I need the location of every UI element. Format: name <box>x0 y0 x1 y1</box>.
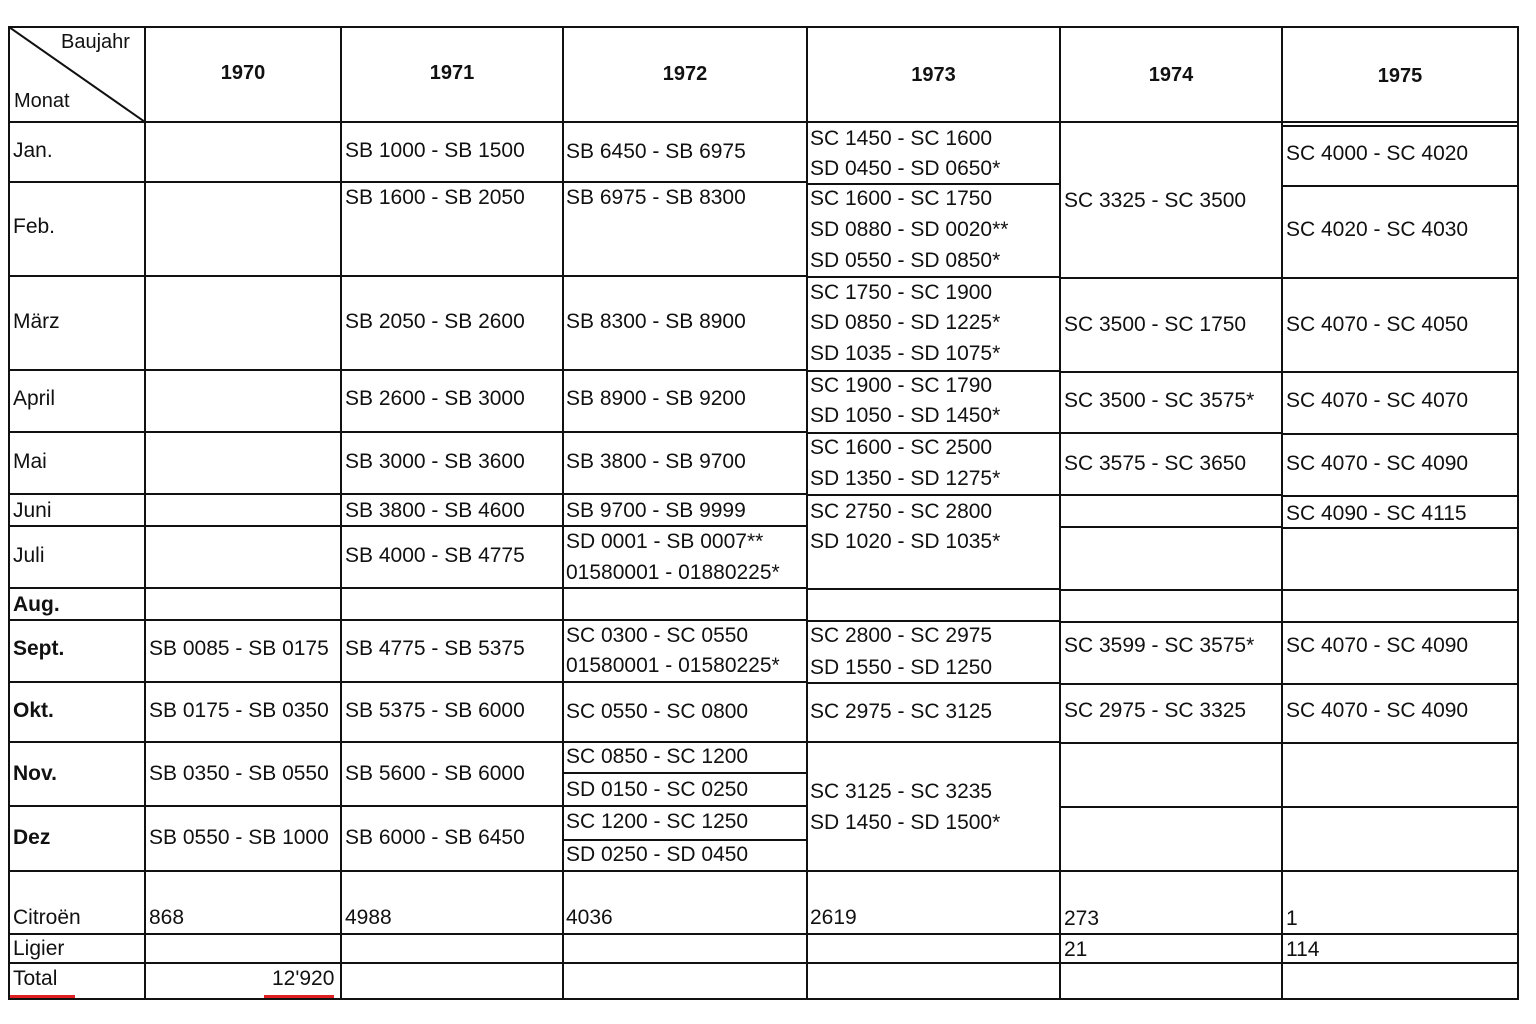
month-label-jan: Jan. <box>13 139 53 162</box>
cell-1971-feb: SB 1600 - SB 2050 <box>345 186 525 209</box>
cell-1973-maerz-line2: SD 0850 - SD 1225* <box>810 311 1001 334</box>
month-label-aug: Aug. <box>13 593 60 616</box>
cell-1970-dez: SB 0550 - SB 1000 <box>149 826 329 849</box>
corner-cell <box>9 27 145 122</box>
cell-1973-mai-line1: SC 1600 - SC 2500 <box>810 436 993 459</box>
cell-1972-feb: SB 6975 - SB 8300 <box>566 186 746 209</box>
cell-1970-nov: SB 0350 - SB 0550 <box>149 762 329 785</box>
cell-1974-mai: SC 3575 - SC 3650 <box>1064 452 1247 475</box>
month-label-juni: Juni <box>13 499 52 522</box>
total-label-underline <box>9 995 75 998</box>
cell-1972-juli-line1: SD 0001 - SB 0007** <box>566 530 764 553</box>
cell-1973-feb-line1: SC 1600 - SC 1750 <box>810 187 993 210</box>
cell-1973-april-line1: SC 1900 - SC 1790 <box>810 374 993 397</box>
citroen-1970: 868 <box>149 906 185 929</box>
cell-1974-okt: SC 2975 - SC 3325 <box>1064 699 1247 722</box>
cell-1974-sept: SC 3599 - SC 3575* <box>1064 634 1255 657</box>
row-label-total: Total <box>13 967 58 990</box>
total-1970: 12'920 <box>272 967 335 990</box>
corner-label-monat: Monat <box>14 90 70 112</box>
cell-1972-mai: SB 3800 - SB 9700 <box>566 450 746 473</box>
cell-1974-april: SC 3500 - SC 3575* <box>1064 389 1255 412</box>
month-label-mai: Mai <box>13 450 47 473</box>
cell-1975-feb: SC 4020 - SC 4030 <box>1286 218 1469 241</box>
cell-1973-nov-dez-line2: SD 1450 - SD 1500* <box>810 811 1001 834</box>
row-label-ligier: Ligier <box>13 937 65 960</box>
cell-1971-dez: SB 6000 - SB 6450 <box>345 826 525 849</box>
cell-1974-maerz: SC 3500 - SC 1750 <box>1064 313 1247 336</box>
ligier-1975: 114 <box>1286 938 1320 961</box>
month-label-juli: Juli <box>13 544 45 567</box>
citroen-1974: 273 <box>1064 907 1100 930</box>
cell-1972-okt: SC 0550 - SC 0800 <box>566 700 749 723</box>
cell-1973-juni-juli-line1: SC 2750 - SC 2800 <box>810 500 993 523</box>
cell-1973-maerz-line3: SD 1035 - SD 1075* <box>810 342 1001 365</box>
cell-1975-sept: SC 4070 - SC 4090 <box>1286 634 1469 657</box>
cell-1975-okt: SC 4070 - SC 4090 <box>1286 699 1469 722</box>
cell-1973-jan-line2: SD 0450 - SD 0650* <box>810 157 1001 180</box>
cell-1972-dez-b: SD 0250 - SD 0450 <box>566 843 749 866</box>
citroen-1972: 4036 <box>566 906 613 929</box>
cell-1971-nov: SB 5600 - SB 6000 <box>345 762 525 785</box>
cell-1972-sept-line2: 01580001 - 01580225* <box>566 654 780 677</box>
cell-1971-maerz: SB 2050 - SB 2600 <box>345 310 525 333</box>
cell-1973-sept-line2: SD 1550 - SD 1250 <box>810 656 993 679</box>
year-header-1973: 1973 <box>911 64 956 86</box>
cell-1975-maerz: SC 4070 - SC 4050 <box>1286 313 1469 336</box>
month-label-nov: Nov. <box>13 762 57 785</box>
row-label-citroen: Citroën <box>13 906 81 929</box>
cell-1973-april-line2: SD 1050 - SD 1450* <box>810 404 1001 427</box>
year-header-1972: 1972 <box>662 63 708 85</box>
cell-1971-april: SB 2600 - SB 3000 <box>345 387 525 410</box>
month-label-maerz: März <box>13 310 60 333</box>
cell-1971-jan: SB 1000 - SB 1500 <box>345 139 525 162</box>
cell-1971-mai: SB 3000 - SB 3600 <box>345 450 525 473</box>
month-label-april: April <box>13 387 56 410</box>
month-label-feb: Feb. <box>13 215 56 238</box>
cell-1971-juni: SB 3800 - SB 4600 <box>345 499 525 522</box>
cell-1975-juni: SC 4090 - SC 4115 <box>1286 502 1467 525</box>
cell-1973-nov-dez-line1: SC 3125 - SC 3235 <box>810 780 993 803</box>
cell-1973-jan-line1: SC 1450 - SC 1600 <box>810 127 993 150</box>
cell-1973-feb-line2: SD 0880 - SD 0020** <box>810 218 1009 241</box>
cell-1973-feb-line3: SD 0550 - SD 0850* <box>810 249 1001 272</box>
corner-label-baujahr: Baujahr <box>61 31 130 53</box>
cell-1973-mai-line2: SD 1350 - SD 1275* <box>810 467 1001 490</box>
cell-1973-juni-juli-line2: SD 1020 - SD 1035* <box>810 530 1001 553</box>
cell-1975-april: SC 4070 - SC 4070 <box>1286 389 1469 412</box>
cell-1973-sept-line1: SC 2800 - SC 2975 <box>810 624 993 647</box>
year-header-1970: 1970 <box>220 62 266 84</box>
month-label-okt: Okt. <box>13 699 54 722</box>
total-value-underline <box>264 995 334 998</box>
cell-1974-jan-feb: SC 3325 - SC 3500 <box>1064 189 1247 212</box>
cell-1970-okt: SB 0175 - SB 0350 <box>149 699 329 722</box>
ligier-1974: 21 <box>1064 938 1088 961</box>
cell-1971-juli: SB 4000 - SB 4775 <box>345 544 525 567</box>
citroen-1975: 1 <box>1286 907 1298 930</box>
cell-1972-juni: SB 9700 - SB 9999 <box>566 499 746 522</box>
cell-1975-mai: SC 4070 - SC 4090 <box>1286 452 1469 475</box>
cell-1971-sept: SB 4775 - SB 5375 <box>345 637 525 660</box>
cell-1975-jan: SC 4000 - SC 4020 <box>1286 142 1469 165</box>
cell-1972-dez-a: SC 1200 - SC 1250 <box>566 810 749 833</box>
year-header-1971: 1971 <box>429 62 475 84</box>
cell-1972-sept-line1: SC 0300 - SC 0550 <box>566 624 749 647</box>
cell-1971-okt: SB 5375 - SB 6000 <box>345 699 525 722</box>
cell-1972-nov-a: SC 0850 - SC 1200 <box>566 745 749 768</box>
citroen-1973: 2619 <box>810 906 857 929</box>
cell-1973-okt: SC 2975 - SC 3125 <box>810 700 993 723</box>
cell-1973-maerz-line1: SC 1750 - SC 1900 <box>810 281 993 304</box>
year-header-1974: 1974 <box>1148 64 1194 86</box>
cell-1972-april: SB 8900 - SB 9200 <box>566 387 746 410</box>
year-header-1975: 1975 <box>1377 65 1423 87</box>
citroen-1971: 4988 <box>345 906 392 929</box>
cell-1972-juli-line2: 01580001 - 01880225* <box>566 561 780 584</box>
cell-1972-nov-b: SD 0150 - SC 0250 <box>566 778 749 801</box>
month-label-dez: Dez <box>13 826 51 849</box>
month-label-sept: Sept. <box>13 637 65 660</box>
cell-1972-jan: SB 6450 - SB 6975 <box>566 140 746 163</box>
cell-1972-maerz: SB 8300 - SB 8900 <box>566 310 746 333</box>
cell-1970-sept: SB 0085 - SB 0175 <box>149 637 329 660</box>
